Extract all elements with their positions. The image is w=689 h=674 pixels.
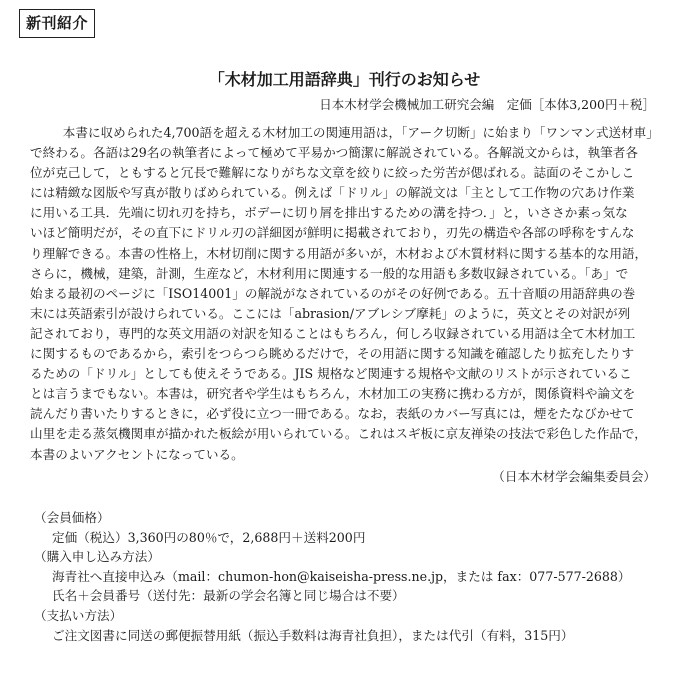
info-heading: （会員価格）	[34, 510, 110, 525]
info-detail: ご注文図書に同送の郵便振替用紙（振込手数料は海青社負担），または代引（有料，315円）	[52, 627, 574, 643]
purchase-info	[34, 508, 674, 645]
article-title: 「木材加工用語辞典」刊行のお知らせ	[208, 70, 481, 89]
body-line: とは言うまでもない。本書は，研究者や学生はもちろん，木材加工の実務に携わる方が，関係資料や論文を	[30, 386, 636, 402]
body-line: 本書のよいアクセントになっている。	[30, 446, 244, 462]
body-line: 山里を走る蒸気機関車が描かれた板絵が用いられている。これはスギ板に京友禅染の技法で彩色した作品で，	[30, 426, 647, 442]
body-line: 始まる最初のページに「ISO14001」の解説がなされているのがその好例である。五十音順の用語辞典の巻	[30, 285, 636, 301]
body-line: 位が克己して，ともすると冗長で難解になりがちな文章を絞りに絞った労苦が偲ばれる。誌面のそこかしこ	[30, 165, 635, 181]
info-detail: 定価（税込）3,360円の80％で，2,688円＋送料200円	[52, 529, 366, 545]
body-line: 末には英語索引が設けられている。ここには「abrasion/アブレシブ摩耗」のように，英文とその対訳が列	[30, 305, 631, 321]
signature: （日本木材学会編集委員会）	[492, 469, 656, 484]
byline: 日本木材学会機械加工研究会編 定価［本体3,200円＋税］	[319, 97, 655, 112]
info-detail: 氏名＋会員番号（送付先：最新の学会名簿と同じ場合は不要）	[52, 588, 405, 604]
body-line: り理解できる。本書の性格上，木材切削に関する用語が多いが，木材および木質材料に関する基本的な用語，	[30, 245, 648, 261]
body-line: るための「ドリル」としても使えそうである。JIS 規格など関連する規格や文献のリストが示されているこ	[30, 366, 632, 382]
body-line: に用いる工具．先端に切れ刃を持ち，ボデーに切り屑を排出するための溝を持つ．」と，いささか素っ気な	[30, 205, 628, 221]
body-line: に関するものであるから，索引をつらつら眺めるだけで，その用語に関する知識を確認したり拡充したりす	[30, 346, 635, 362]
section-tag: 新刊紹介	[19, 9, 95, 38]
body-line: さらに，機械，建築，計測，生産など，木材利用に関連する一般的な用語も多数収録されている。「あ」で	[30, 265, 629, 281]
body-line: いほど簡明だが，その直下にドリル刃の詳細図が鮮明に掲載されており，刃先の構造や各部の呼称をすんな	[30, 225, 635, 241]
info-heading: （購入申し込み方法）	[34, 549, 160, 565]
body-line: 本書に収められた4,700語を超える木材加工の関連用語は，「アーク切断」に始まり「ワンマン式送材車」	[62, 125, 659, 140]
info-heading: （支払い方法）	[34, 607, 123, 623]
body-line: には精緻な図版や写真が散りばめられている。例えば「ドリル」の解説文は「主として工作物の穴あけ作業	[30, 185, 635, 201]
body-line: 記されており，専門的な英文用語の対訳を知ることはもちろん，何しろ収録されている用語は全て木材加工	[30, 325, 636, 341]
body-line: で終わる。各語は29名の執筆者によって極めて平易かつ簡潔に解説されている。各解説文からは，執筆者各	[30, 145, 638, 161]
body-line: 読んだり書いたりするときに，必ず役に立つ一冊である。なお，表紙のカバー写真には，煙をたなびかせて	[30, 406, 635, 422]
info-detail: 海青社へ直接申込み（mail：chumon-hon@kaiseisha-press.ne.jp，または fax：077-577-2688）	[52, 568, 631, 584]
article-body	[30, 123, 660, 465]
